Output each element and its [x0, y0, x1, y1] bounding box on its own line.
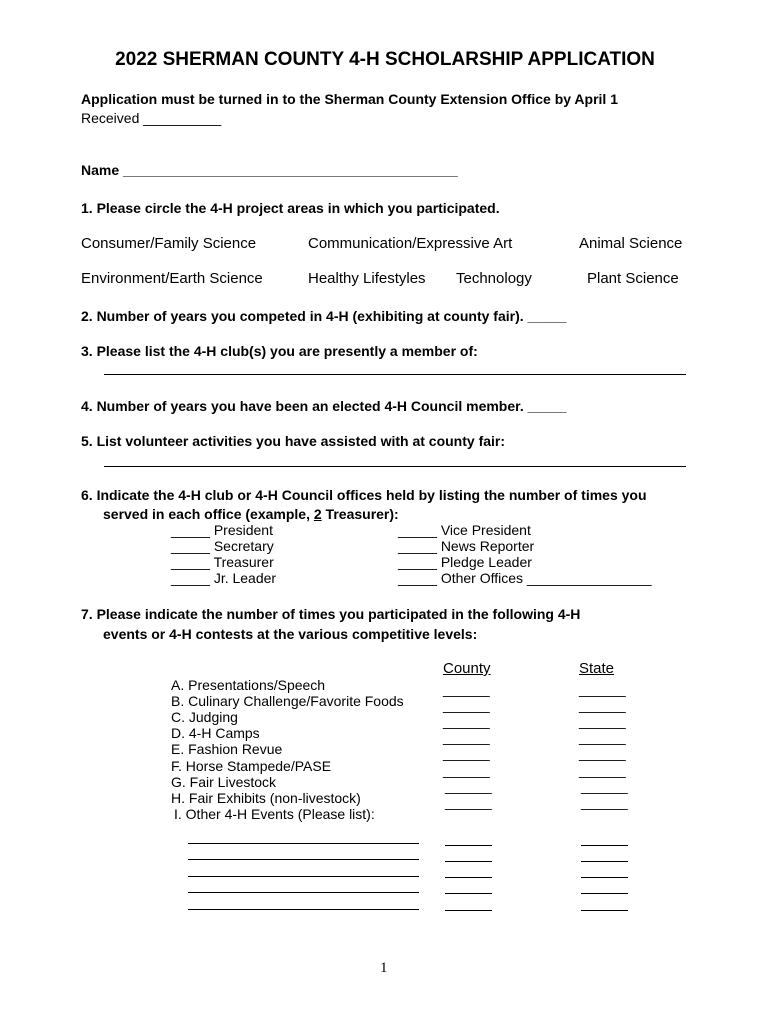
state-blank[interactable]: ______	[579, 697, 626, 713]
other-state-blank[interactable]	[581, 845, 628, 846]
area-communication[interactable]: Communication/Expressive Art	[308, 235, 513, 252]
office-pledge-leader[interactable]: _____ Pledge Leader	[398, 554, 532, 570]
other-state-blank[interactable]	[581, 861, 628, 862]
other-event-line[interactable]	[188, 843, 419, 844]
column-state: State	[579, 660, 615, 677]
example-number: 2	[313, 506, 322, 522]
other-event-line[interactable]	[188, 909, 419, 910]
question-7-line1: 7. Please indicate the number of times you participated in the following 4-H	[81, 606, 581, 622]
other-event-line[interactable]	[188, 859, 419, 860]
area-technology[interactable]: Technology	[456, 270, 532, 287]
received-field[interactable]: Received __________	[81, 110, 222, 126]
area-plant-science[interactable]: Plant Science	[587, 270, 679, 287]
club-answer-line[interactable]	[104, 374, 686, 375]
state-blank[interactable]: ______	[579, 745, 626, 761]
other-event-line[interactable]	[188, 892, 419, 893]
event-b: B. Culinary Challenge/Favorite Foods	[171, 693, 404, 709]
county-blank[interactable]: ______	[443, 729, 490, 745]
area-consumer-family-science[interactable]: Consumer/Family Science	[81, 235, 257, 252]
other-event-line[interactable]	[188, 876, 419, 877]
county-blank[interactable]: ______	[445, 794, 492, 810]
county-blank[interactable]: ______	[443, 697, 490, 713]
other-county-blank[interactable]	[445, 861, 492, 862]
question-3: 3. Please list the 4-H club(s) you are presently a member of:	[81, 343, 478, 359]
event-a: A. Presentations/Speech	[171, 677, 326, 693]
event-c: C. Judging	[171, 709, 238, 725]
area-environment[interactable]: Environment/Earth Science	[81, 270, 263, 287]
state-blank[interactable]: ______	[579, 681, 626, 697]
county-blank[interactable]: ______	[443, 745, 490, 761]
other-county-blank[interactable]	[445, 877, 492, 878]
event-i: I. Other 4-H Events (Please list):	[174, 806, 375, 822]
county-blank[interactable]: ______	[443, 713, 490, 729]
question-4[interactable]: 4. Number of years you have been an elected 4-H Council member. _____	[81, 398, 567, 414]
other-state-blank[interactable]	[581, 877, 628, 878]
office-secretary[interactable]: _____ Secretary	[171, 538, 274, 554]
area-healthy-lifestyles[interactable]: Healthy Lifestyles	[308, 270, 426, 287]
office-news-reporter[interactable]: _____ News Reporter	[398, 538, 535, 554]
page-number: 1	[380, 960, 388, 976]
question-5: 5. List volunteer activities you have assisted with at county fair:	[81, 433, 506, 449]
state-blank[interactable]: ______	[579, 729, 626, 745]
question-2[interactable]: 2. Number of years you competed in 4-H (exhibiting at county fair). _____	[81, 308, 567, 324]
other-county-blank[interactable]	[445, 910, 492, 911]
event-d: D. 4-H Camps	[171, 725, 260, 741]
office-treasurer[interactable]: _____ Treasurer	[171, 554, 274, 570]
event-h: H. Fair Exhibits (non-livestock)	[171, 790, 361, 806]
question-6-line1: 6. Indicate the 4-H club or 4-H Council offices held by listing the number of times you	[81, 487, 647, 503]
question-7-line2: events or 4-H contests at the various competitive levels:	[103, 626, 478, 642]
deadline-note: Application must be turned in to the Sherman County Extension Office by April 1	[81, 91, 618, 107]
state-blank[interactable]: ______	[581, 778, 628, 794]
area-animal-science[interactable]: Animal Science	[579, 235, 683, 252]
question-1: 1. Please circle the 4-H project areas in which you participated.	[81, 200, 500, 216]
state-blank[interactable]: ______	[581, 794, 628, 810]
office-other[interactable]: _____ Other Offices ________________	[398, 570, 652, 586]
office-jr-leader[interactable]: _____ Jr. Leader	[171, 570, 277, 586]
state-blank[interactable]: ______	[579, 713, 626, 729]
state-blank[interactable]: ______	[579, 762, 626, 778]
event-g: G. Fair Livestock	[171, 774, 277, 790]
other-state-blank[interactable]	[581, 893, 628, 894]
question-6-line2: served in each office (example, 2 Treasurer):	[103, 506, 399, 522]
name-field[interactable]: Name ___________________________________________	[81, 162, 458, 178]
volunteer-answer-line[interactable]	[104, 466, 686, 467]
office-president[interactable]: _____ President	[171, 522, 273, 538]
page-title: 2022 SHERMAN COUNTY 4-H SCHOLARSHIP APPLICATION	[115, 49, 655, 70]
event-f: F. Horse Stampede/PASE	[171, 758, 332, 774]
other-state-blank[interactable]	[581, 910, 628, 911]
column-county: County	[443, 660, 491, 677]
county-blank[interactable]: ______	[443, 681, 490, 697]
other-county-blank[interactable]	[445, 845, 492, 846]
other-county-blank[interactable]	[445, 893, 492, 894]
office-vice-president[interactable]: _____ Vice President	[398, 522, 531, 538]
county-blank[interactable]: ______	[443, 762, 490, 778]
event-e: E. Fashion Revue	[171, 741, 283, 757]
county-blank[interactable]: ______	[445, 778, 492, 794]
